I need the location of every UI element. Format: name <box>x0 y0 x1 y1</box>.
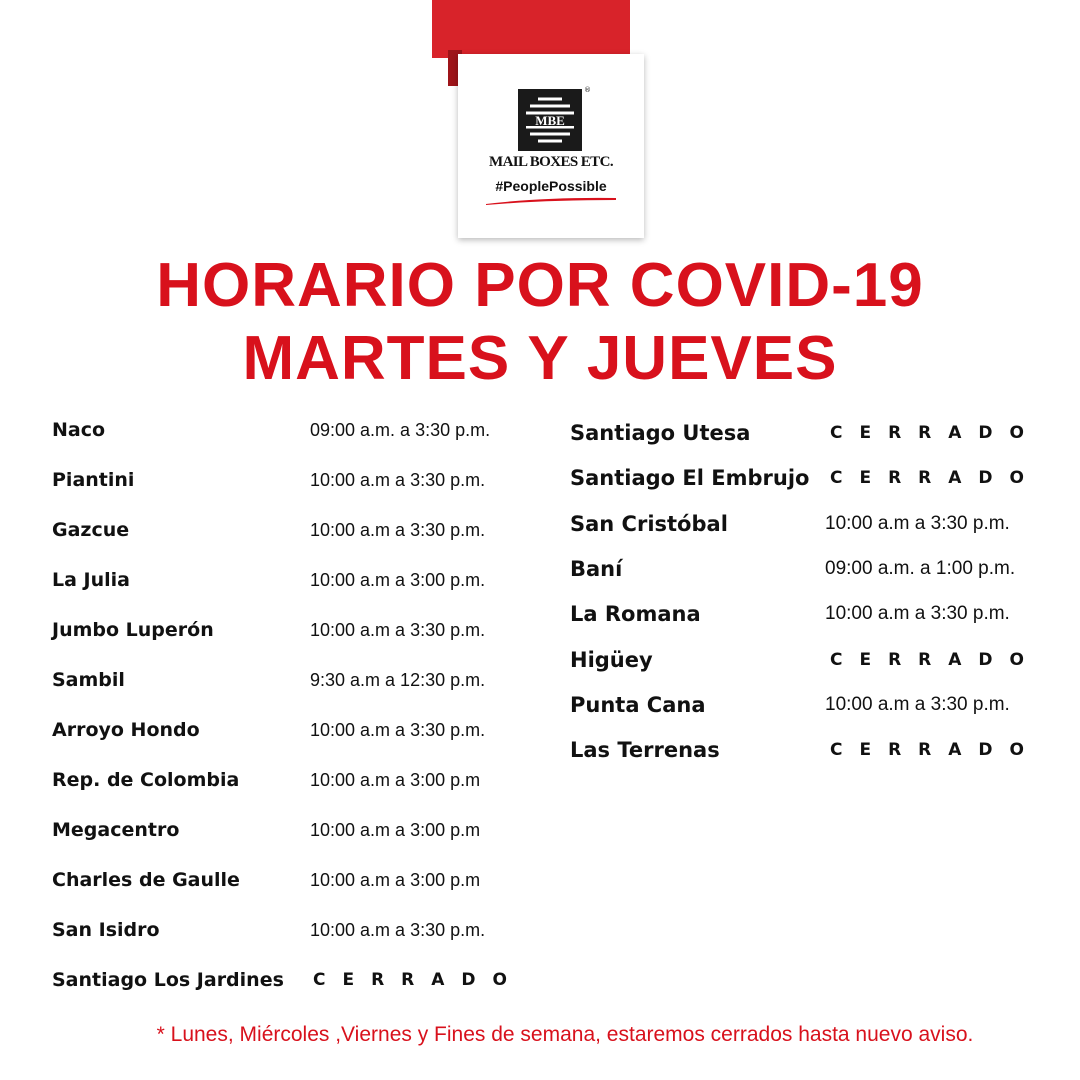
branch-hours: 10:00 a.m a 3:30 p.m. <box>310 470 486 490</box>
logo-tagline: #PeoplePossible <box>495 178 607 194</box>
branch-hours: 10:00 a.m a 3:00 p.m <box>310 820 481 840</box>
branch-hours: 10:00 a.m a 3:30 p.m. <box>310 720 486 740</box>
branch-hours: 9:30 a.m a 12:30 p.m. <box>310 670 486 690</box>
branch-hours: 10:00 a.m a 3:00 p.m. <box>310 570 486 590</box>
registered-mark: ® <box>584 86 591 94</box>
branch-name: Naco <box>52 419 106 441</box>
branch-name: Jumbo Luperón <box>52 619 214 641</box>
branch-closed-label: CERRADO <box>830 468 1041 489</box>
branch-name: Rep. de Colombia <box>52 769 240 791</box>
branch-hours: 10:00 a.m a 3:30 p.m. <box>310 920 486 940</box>
branch-name: Megacentro <box>52 819 180 841</box>
logo-swoosh-underline <box>484 196 618 206</box>
footnote: * Lunes, Miércoles ,Viernes y Fines de semana, estaremos cerrados hasta nuevo aviso. <box>156 1023 974 1046</box>
branch-name: Charles de Gaulle <box>52 869 240 891</box>
branch-name: Las Terrenas <box>570 738 720 763</box>
branch-name: San Cristóbal <box>570 511 728 536</box>
branch-hours: 10:00 a.m a 3:00 p.m <box>310 770 481 790</box>
branch-closed-label: CERRADO <box>830 423 1041 443</box>
branch-name: Gazcue <box>52 519 130 541</box>
title-line-2: MARTES Y JUEVES <box>242 324 838 393</box>
mbe-globe-icon <box>518 89 582 151</box>
branch-hours: 10:00 a.m a 3:30 p.m. <box>825 693 1010 715</box>
branch-hours: 10:00 a.m a 3:30 p.m. <box>825 512 1010 534</box>
mbe-logo-mark <box>518 89 582 151</box>
branch-hours: 09:00 a.m. a 3:30 p.m. <box>310 420 491 440</box>
mbe-logo-card <box>458 54 644 238</box>
title-line-1: HORARIO POR COVID-19 <box>156 251 924 320</box>
branch-name: Higüey <box>570 647 653 672</box>
branch-hours: 10:00 a.m a 3:30 p.m. <box>310 620 486 640</box>
branch-hours: 10:00 a.m a 3:00 p.m <box>310 870 481 890</box>
branch-name: La Julia <box>52 569 130 591</box>
branch-name: Baní <box>570 556 623 581</box>
branch-name: La Romana <box>570 602 701 627</box>
logo-brand-name: MAIL BOXES ETC. <box>489 154 613 170</box>
branch-closed-label: CERRADO <box>830 740 1041 761</box>
branch-hours: 10:00 a.m a 3:30 p.m. <box>310 520 486 540</box>
branch-name: Santiago Utesa <box>570 421 751 445</box>
branch-closed-label: CERRADO <box>830 649 1041 670</box>
mbe-mark-text: MBE <box>535 113 565 128</box>
branch-closed-label: CERRADO <box>313 970 524 990</box>
branch-name: Punta Cana <box>570 692 706 717</box>
branch-name: Sambil <box>52 669 125 691</box>
branch-name: Santiago El Embrujo <box>570 466 810 491</box>
branch-name: Arroyo Hondo <box>52 719 200 741</box>
branch-hours: 10:00 a.m a 3:30 p.m. <box>825 603 1010 625</box>
branch-name: San Isidro <box>52 919 160 941</box>
branch-name: Piantini <box>52 469 135 491</box>
branch-hours: 09:00 a.m. a 1:00 p.m. <box>825 557 1016 579</box>
branch-name: Santiago Los Jardines <box>52 969 284 991</box>
